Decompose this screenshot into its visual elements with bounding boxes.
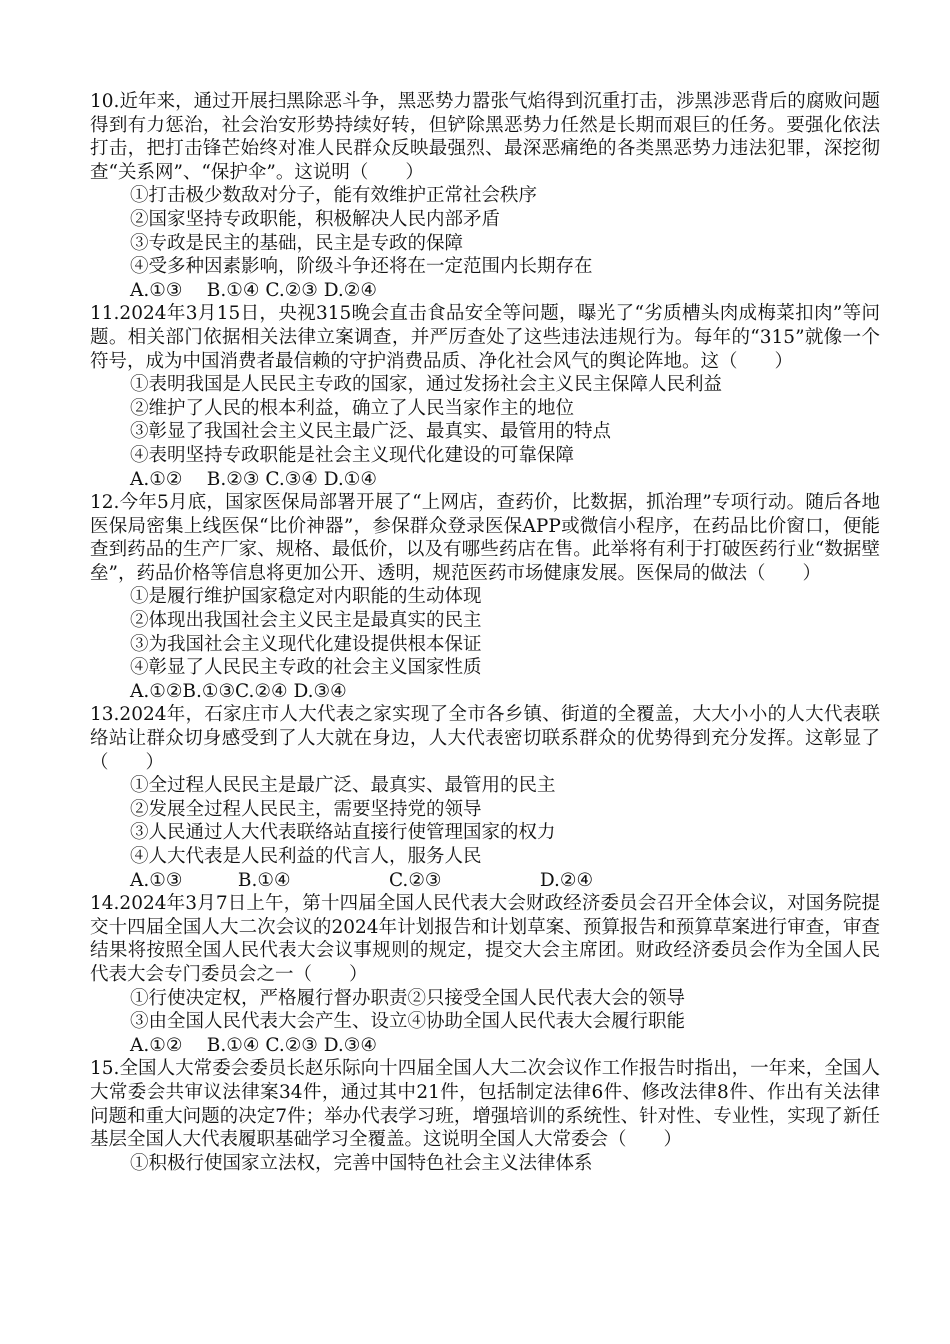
option-item: ③专政是民主的基础，民主是专政的保障 — [130, 232, 464, 254]
option-item: ③人民通过人大代表联络站直接行使管理国家的权力 — [130, 822, 556, 844]
option-item: ②发展全过程人民民主，需要坚持党的领导 — [130, 798, 482, 820]
option-item: ④表明坚持专政职能是社会主义现代化建设的可靠保障 — [130, 444, 575, 466]
question-10 — [90, 90, 880, 302]
option-item: ④人大代表是人民利益的代言人，服务人民 — [130, 846, 482, 867]
option-item: ③彰显了我国社会主义民主最广泛、最真实、最管用的特点 — [130, 421, 612, 443]
question-stem: 12.今年5月底，国家医保局部署开展了“上网店，查药价，比数据，抓治理”专项行动。随后各地医保局密集上线医保“比价神器”，参保群众登录医保APP或微信小程序，在药品比价窗口，便能查到药品的生产厂家、规格、最低价，以及有哪些药店在售。此举将有利于打破医药行业“数据壁垒”，药品价格等信息将更加公开、透明，规范医药市场健康发展。医保局的做法（ ） — [90, 492, 880, 584]
option-item: ①全过程人民民主是最广泛、最真实、最管用的民主 — [130, 775, 556, 797]
option-item: ①行使决定权，严格履行督办职责②只接受全国人民代表大会的领导 — [130, 987, 686, 1009]
question-stem: 14.2024年3月7日上午，第十四届全国人民代表大会财政经济委员会召开全体会议，对国务院提交十四届全国人大二次会议的2024年计划报告和计划草案、预算报告和预算草案进行审查，审查结果将按照全国人民代表大会议事规则的规定，提交大会主席团。财政经济委员会作为全国人民代表大会专门委员会之一（ ） — [90, 893, 880, 985]
option-item: ②国家坚持专政职能，积极解决人民内部矛盾 — [130, 208, 501, 230]
option-item: ①表明我国是人民民主专政的国家，通过发扬社会主义民主保障人民利益 — [130, 374, 723, 396]
question-stem: 11.2024年3月15日，央视315晚会直击食品安全等问题，曝光了“劣质槽头肉成梅菜扣肉”等问题。相关部门依据相关法律立案调查，并严厉查处了这些违法违规行为。每年的“315”就像一个符号，成为中国消费者最信赖的守护消费品质、净化社会风气的舆论阵地。这（ ） — [90, 303, 880, 372]
answer-choices: A.①②B.①③C.②④ D.③④ — [130, 680, 347, 702]
option-item: ④彰显了人民民主专政的社会主义国家性质 — [130, 657, 482, 679]
question-12 — [90, 491, 880, 703]
answer-choices: A.①③ B.①④ C.②③ D.②④ — [130, 279, 377, 301]
question-stem: 10.近年来，通过开展扫黑除恶斗争，黑恶势力嚣张气焰得到沉重打击，涉黑涉恶背后的腐败问题得到有力惩治，社会治安形势持续好转，但铲除黑恶势力任然是长期而艰巨的任务。要强化依法打击，把打击锋芒始终对准人民群众反映最强烈、最深恶痛绝的各类黑恶势力违法犯罪，深挖彻查“关系网”、“保护伞”。这说明（ ） — [90, 91, 880, 183]
question-13 — [90, 703, 880, 892]
answer-choices: A.①② B.①④ C.②③ D.③④ — [130, 1034, 377, 1056]
option-item: ①是履行维护国家稳定对内职能的生动体现 — [130, 586, 482, 608]
option-item: ③由全国人民代表大会产生、设立④协助全国人民代表大会履行职能 — [130, 1011, 686, 1033]
option-item: ③为我国社会主义现代化建设提供根本保证 — [130, 633, 482, 655]
answer-choices: A.①② B.②③ C.③④ D.①④ — [130, 468, 377, 490]
option-item: ②维护了人民的根本利益，确立了人民当家作主的地位 — [130, 397, 575, 419]
option-item: ②体现出我国社会主义民主是最真实的民主 — [130, 610, 482, 632]
document-page — [90, 90, 880, 1175]
question-stem: 15.全国人大常委会委员长赵乐际向十四届全国人大二次会议作工作报告时指出，一年来，全国人大常委会共审议法律案34件，通过其中21件，包括制定法律6件、修改法律8件、作出有关法律问题和重大问题的决定7件；举办代表学习班，增强培训的系统性、针对性、专业性，实现了新任基层全国人大代表履职基础学习全覆盖。这说明全国人大常委会（ ） — [90, 1058, 880, 1151]
option-item: ①打击极少数敌对分子，能有效维护正常社会秩序 — [130, 185, 538, 207]
option-item: ①积极行使国家立法权，完善中国特色社会主义法律体系 — [130, 1152, 593, 1174]
option-item: ④受多种因素影响，阶级斗争还将在一定范围内长期存在 — [130, 256, 593, 278]
question-stem: 13.2024年，石家庄市人大代表之家实现了全市各乡镇、街道的全覆盖，大大小小的人大代表联络站让群众切身感受到了人大就在身边，人大代表密切联系群众的优势得到充分发挥。这彰显了（ ） — [90, 704, 880, 773]
question-11 — [90, 302, 880, 491]
question-15 — [90, 1057, 880, 1175]
answer-choices: A.①③ B.①④ C.②③ D.②④ — [130, 869, 594, 891]
question-14 — [90, 892, 880, 1057]
